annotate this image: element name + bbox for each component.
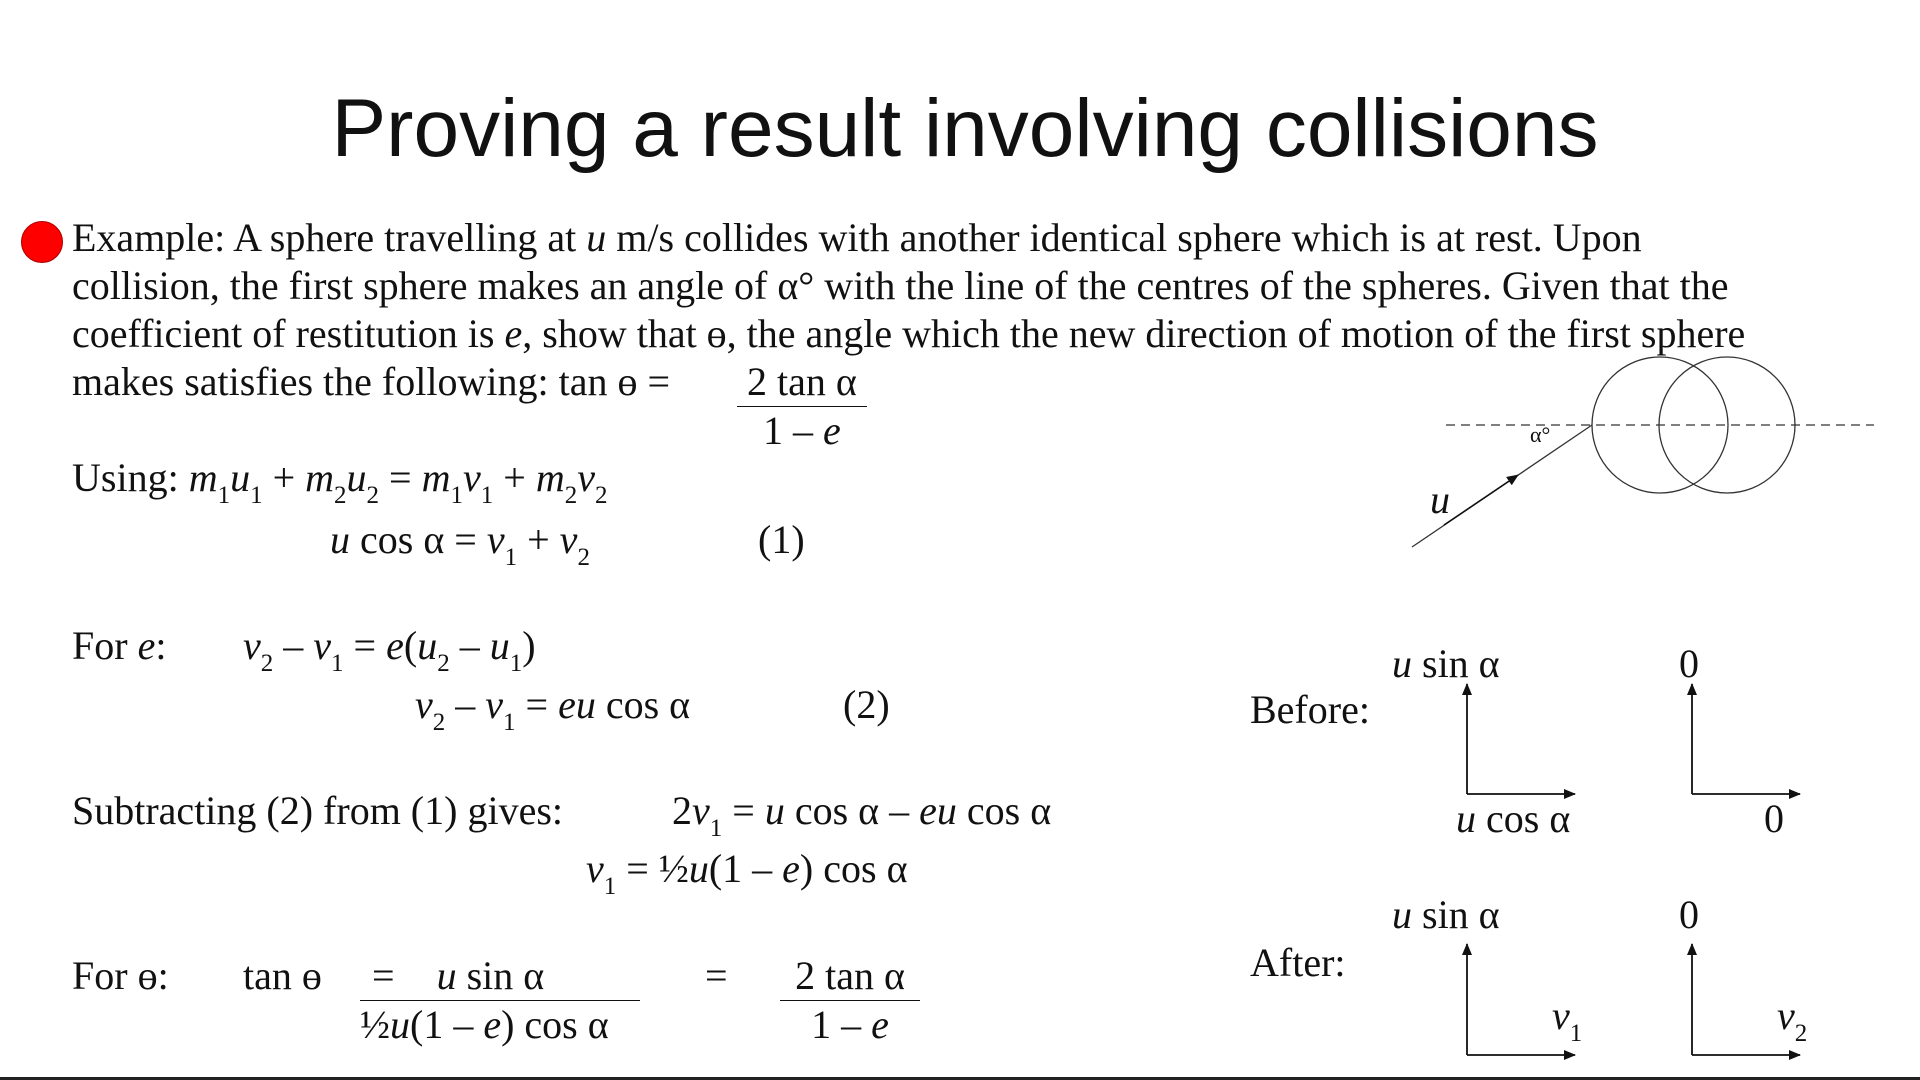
problem-line-2: collision, the first sphere makes an angle of α° with the line of the centres of the spheres. Given that the xyxy=(72,263,1729,308)
after-s1-up: u sin α xyxy=(1392,892,1500,937)
before-s1-right: u cos α xyxy=(1456,796,1571,841)
subtract-label: Subtracting (2) from (1) gives: xyxy=(72,788,563,833)
equation-1: u $\cos \alpha = v_1 + v_2$ xyxy=(330,517,590,571)
before-label: Before: xyxy=(1250,687,1370,732)
after-label: After: xyxy=(1250,940,1346,985)
page-title: Proving a result involving collisions xyxy=(331,83,1599,174)
restitution-equation: $v_2 - v_1 = e(u_2 - u_1)$ xyxy=(243,623,536,677)
v1-result: $v_1$ = ½u(1 – e) cos α xyxy=(586,846,908,900)
theta-fraction-2: 2 tan α 1 – e xyxy=(780,952,920,1049)
problem-line-1: Example: A sphere travelling at u m/s collides with another identical sphere which is at rest. Upon xyxy=(72,215,1642,260)
before-s2-up: 0 xyxy=(1679,641,1699,686)
target-fraction: 2 tan α 1 – e xyxy=(737,358,867,455)
u-label: u xyxy=(1430,477,1450,522)
before-s2-right: 0 xyxy=(1764,796,1784,841)
after-s2-right: $v_2$ xyxy=(1777,993,1808,1047)
restitution-label: For e: xyxy=(72,623,167,668)
subtract-equation: $2v_1 = u$ cos α – eu cos α xyxy=(672,788,1052,842)
equation-1-tag: (1) xyxy=(758,517,805,562)
theta-fraction-1: = u sin α ½u(1 – e) cos α xyxy=(360,952,640,1049)
before-s1-up: u sin α xyxy=(1392,641,1500,686)
momentum-equation: Using: $m_1u_1 + m_2u_2 = m_1v_1 + m_2v_2$ xyxy=(72,455,608,509)
problem-line-4: makes satisfies the following: tan ɵ = xyxy=(72,359,671,404)
after-s2-up: 0 xyxy=(1679,892,1699,937)
after-s1-right: $v_1$ xyxy=(1552,993,1583,1047)
theta-equals: = xyxy=(705,953,728,998)
equation-2: $v_2 - v_1$ = eu cos α xyxy=(415,682,691,736)
equation-2-tag: (2) xyxy=(843,682,890,727)
u-arrow xyxy=(1444,475,1518,525)
alpha-label: α° xyxy=(1530,422,1551,447)
theta-label: For ɵ: xyxy=(72,953,169,998)
problem-line-3: coefficient of restitution is e, show that ɵ, the angle which the new direction of motion of the first sphere xyxy=(72,311,1746,356)
tan-theta: tan ɵ xyxy=(243,953,322,998)
